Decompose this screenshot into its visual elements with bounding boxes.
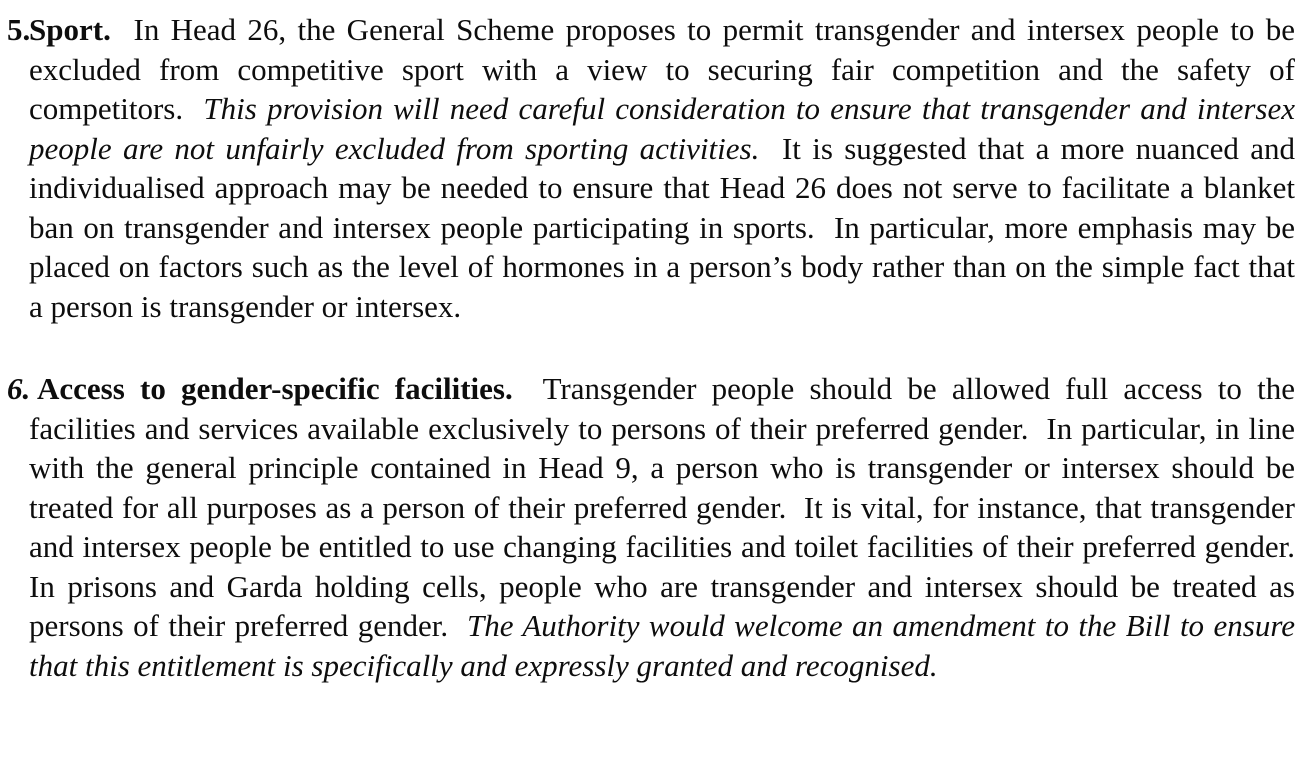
numbered-paragraph-list bbox=[0, 10, 1311, 685]
text-run: Sport. bbox=[29, 12, 111, 47]
paragraph-number: 5. bbox=[7, 12, 31, 47]
text-run: Transgender people should be allowed full access to the facilities and services available exclusively to persons of their preferred gender. In particular, in line with the general principle contained in Head 9, a person who is transgender or intersex should be treated for all purposes as a person of their preferred gender. It is vital, for instance, that transgender and intersex people be entitled to use changing facilities and toilet facilities of their preferred gender. In prisons and Garda holding cells, people who are transgender and intersex should be treated as persons of their preferred gender. bbox=[29, 371, 1311, 643]
paragraph-number: 6. bbox=[7, 371, 31, 406]
text-run: In Head 26, the General Scheme proposes to permit transgender and intersex people to be excluded from competitive sport with a view to securing fair competition and the safety of competitors. bbox=[29, 12, 1303, 126]
text-run: It is suggested that a more nuanced and individualised approach may be needed to ensure that Head 26 does not serve to facilitate a blanket ban on transgender and intersex people participating in sports. In particular, more emphasis may be placed on factors such as the level of hormones in a person’s body rather than on the simple fact that a person is transgender or intersex. bbox=[29, 130, 1303, 324]
numbered-paragraph bbox=[7, 10, 1303, 326]
text-run: This provision will need careful consideration to ensure that transgender and intersex people are not unfairly excluded from sporting activities. bbox=[29, 91, 1303, 166]
numbered-paragraph bbox=[7, 369, 1311, 685]
text-run: Access to gender-specific facilities. bbox=[37, 371, 513, 406]
text-run: The Authority would welcome an amendment to the Bill to ensure that this entitlement is specifically and expressly granted and recognised. bbox=[29, 608, 1303, 683]
